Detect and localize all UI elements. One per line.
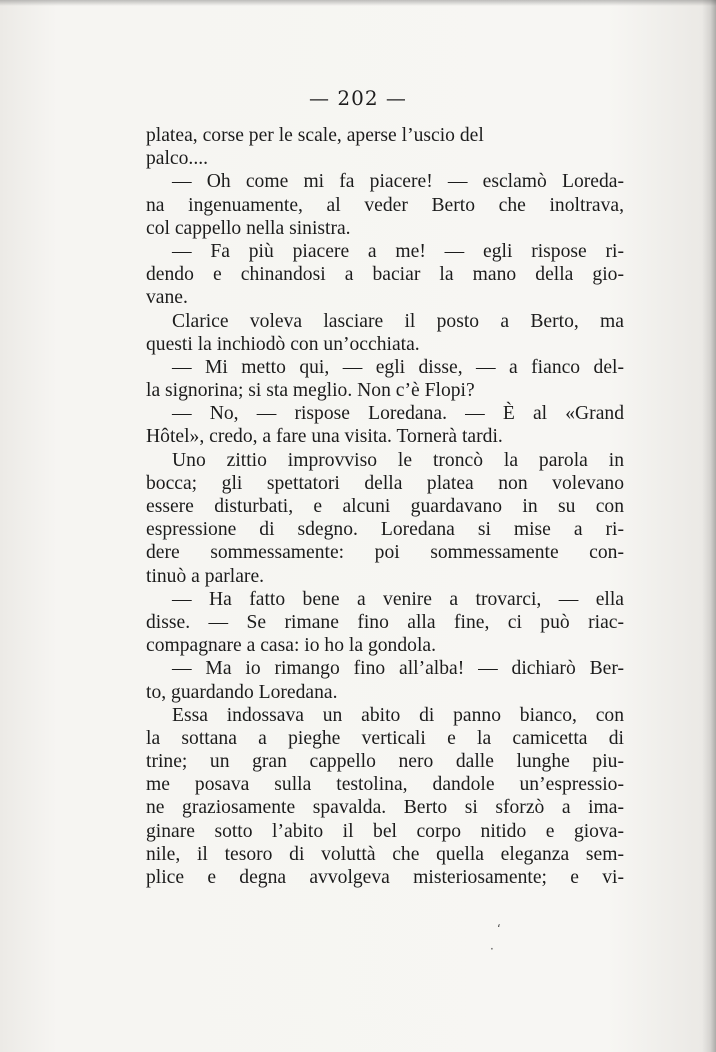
text-line: essere disturbati, e alcuni guardavano in su con: [146, 496, 624, 517]
text-line: disse. — Se rimane fino alla fine, ci può riac-: [146, 611, 624, 633]
body-text: [146, 124, 624, 889]
text-line: Clarice voleva lasciare il posto a Berto, ma: [172, 310, 624, 332]
text-line: Uno zittio improvviso le troncò la parola in: [172, 449, 624, 471]
text-line: to, guardando Loredana.: [146, 681, 338, 703]
text-line: — Oh come mi fa piacere! — esclamò Loreda-: [172, 171, 624, 193]
text-line: platea, corse per le scale, aperse l’uscio del: [146, 125, 484, 146]
text-line: — Ma io rimango fino all’alba! — dichiarò Ber-: [172, 658, 624, 680]
text-line: Essa indossava un abito di panno bianco, con: [172, 704, 624, 726]
print-speck: ‘: [497, 922, 501, 936]
page-top-edge: [0, 0, 716, 6]
text-line: palco....: [146, 148, 209, 170]
text-line: — Ha fatto bene a venire a trovarci, — ella: [172, 588, 624, 610]
text-line: col cappello nella sinistra.: [146, 217, 351, 239]
text-line: vane.: [146, 287, 188, 309]
text-line: na ingenuamente, al veder Berto che inoltrava,: [146, 194, 624, 216]
text-line: bocca; gli spettatori della platea non volevano: [146, 472, 624, 494]
text-line: plice e degna avvolgeva misteriosamente; e vi-: [146, 867, 624, 888]
text-line: la signorina; si sta meglio. Non c’è Flopi?: [146, 380, 475, 402]
text-line: — No, — rispose Loredana. — È al «Grand: [172, 403, 624, 425]
text-line: Hôtel», credo, a fare una visita. Tornerà tardi.: [146, 426, 503, 448]
text-line: espressione di sdegno. Loredana si mise a ri-: [146, 519, 624, 541]
text-line: ne graziosamente spavalda. Berto si sforzò a ima-: [146, 797, 624, 819]
text-line: nile, il tesoro di voluttà che quella eleganza sem-: [146, 843, 624, 865]
text-line: tinuò a parlare.: [146, 565, 265, 587]
text-line: me posava sulla testolina, dandole un’espressio-: [146, 774, 624, 796]
text-line: — Fa più piacere a me! — egli rispose ri-: [172, 240, 624, 262]
text-line: compagnare a casa: io ho la gondola.: [146, 635, 436, 657]
text-line: trine; un gran cappello nero dalle lunghe piu-: [146, 751, 624, 773]
text-line: la sottana a pieghe verticali e la camicetta di: [146, 727, 624, 749]
text-line: ginare sotto l’abito il bel corpo nitido e giova-: [146, 820, 624, 842]
text-line: questi la inchiodò con un’occhiata.: [146, 333, 420, 355]
text-line: dendo e chinandosi a baciar la mano della gio-: [146, 264, 624, 286]
text-line: dere sommessamente: poi sommessamente con-: [146, 542, 624, 564]
print-speck: ·: [490, 942, 494, 956]
page-number: — 202 —: [309, 86, 407, 110]
page-right-edge: [702, 0, 716, 1052]
text-line: — Mi metto qui, — egli disse, — a fianco del-: [172, 356, 624, 378]
